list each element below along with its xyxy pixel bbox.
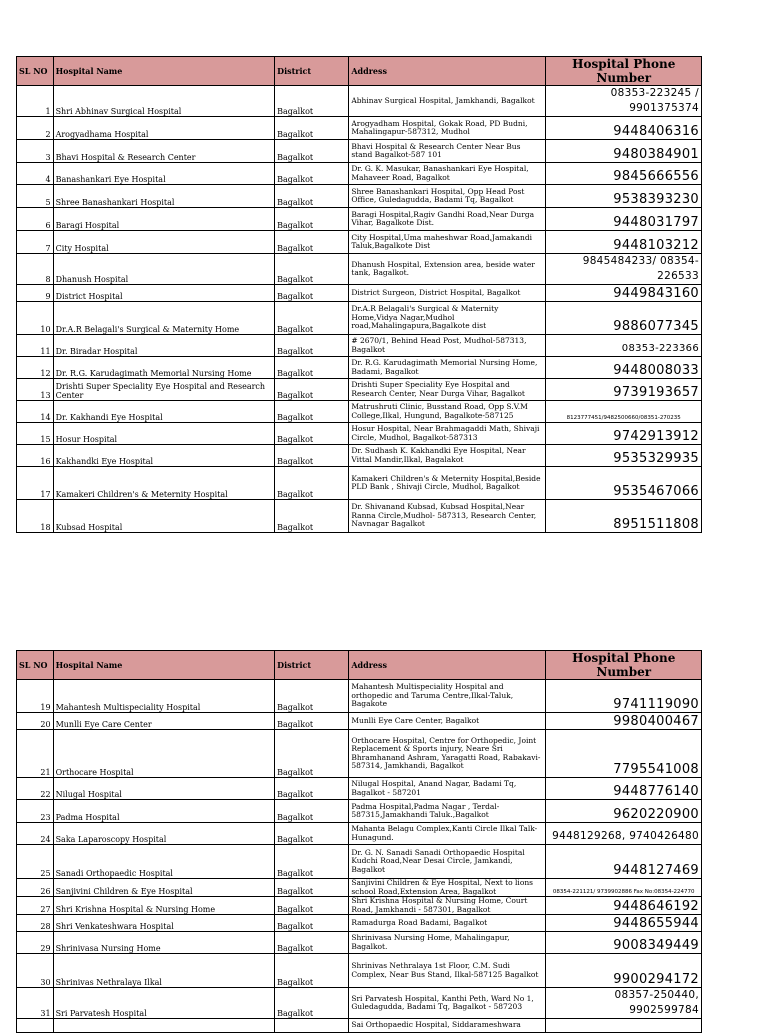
sl-cell: 6 [17, 208, 54, 231]
table-row [17, 231, 702, 254]
hospital-name-cell: Bhavi Hospital & Research Center [53, 140, 275, 163]
table-row [17, 117, 702, 140]
address-cell: Sai Orthopaedic Hospital, Siddarameshwara [349, 1019, 546, 1033]
hospital-name-cell: Dhanush Hospital [53, 254, 275, 285]
table-row [17, 467, 702, 500]
hospital-name-cell: Sanjivini Children & Eye Hospital [53, 879, 275, 897]
phone-cell: 08353-223245 / 9901375374 [546, 86, 702, 117]
hospital-name-cell: Kakhandki Eye Hospital [53, 445, 275, 467]
phone-cell: 9620220900 [546, 800, 702, 823]
address-cell: Padma Hospital,Padma Nagar , Terdal-587315,Jamakhandi Taluk.,Bagalkot [349, 800, 546, 823]
sl-cell: 19 [17, 680, 54, 713]
hospital-name-cell: Shri Krishna Hospital & Nursing Home [53, 897, 275, 915]
hospital-name-cell: District Hospital [53, 285, 275, 302]
header-hospital-name: Hospital Name [53, 57, 275, 86]
address-cell: Sanjivini Children & Eye Hospital, Next to lions school Road,Extension Area, Bagalkot [349, 879, 546, 897]
header-district: District [275, 57, 349, 86]
district-cell: Bagalkot [275, 897, 349, 915]
district-cell: Bagalkot [275, 140, 349, 163]
hospital-name-cell: Shrinivasa Nursing Home [53, 932, 275, 954]
sl-cell: 26 [17, 879, 54, 897]
sl-cell: 17 [17, 467, 54, 500]
phone-cell: 9886077345 [546, 302, 702, 335]
sl-cell: 29 [17, 932, 54, 954]
sl-cell: 11 [17, 335, 54, 357]
header-address: Address [349, 57, 546, 86]
hospital-name-cell: Padma Hospital [53, 800, 275, 823]
phone-cell: 9008349449 [546, 932, 702, 954]
phone-cell: 9448776140 [546, 778, 702, 800]
address-cell: Baragi Hospital,Ragiv Gandhi Road,Near Durga Vihar, Bagalkote Dist. [349, 208, 546, 231]
phone-cell: 9845484233/ 08354-226533 [546, 254, 702, 285]
table-row [17, 915, 702, 932]
sl-cell: 5 [17, 185, 54, 208]
sl-cell: 2 [17, 117, 54, 140]
table-row [17, 140, 702, 163]
phone-cell: 9448646192 [546, 897, 702, 915]
table-row [17, 845, 702, 879]
phone-cell [546, 1019, 702, 1033]
address-cell: Dr. R.G. Karudagimath Memorial Nursing Home, Badami, Bagalkot [349, 357, 546, 379]
table-row [17, 423, 702, 445]
address-cell: District Surgeon, District Hospital, Bagalkot [349, 285, 546, 302]
address-cell: Matrushruti Clinic, Busstand Road, Opp S.V.M College,Ilkal, Hungund, Bagalkote-587125 [349, 401, 546, 423]
sl-cell: 30 [17, 954, 54, 988]
sl-cell: 8 [17, 254, 54, 285]
address-cell: Abhinav Surgical Hospital, Jamkhandi, Bagalkot [349, 86, 546, 117]
district-cell: Bagalkot [275, 401, 349, 423]
hospital-name-cell: Drishti Super Speciality Eye Hospital and Research Center [53, 379, 275, 401]
hospital-name-cell: Shree Banashankari Hospital [53, 185, 275, 208]
address-cell: Kamakeri Children's & Meternity Hospital,Beside PLD Bank , Shivaji Circle, Mudhol, Bagalkot [349, 467, 546, 500]
table-row [17, 302, 702, 335]
district-cell: Bagalkot [275, 231, 349, 254]
hospital-name-cell: Dr.A.R Belagali's Surgical & Maternity Home [53, 302, 275, 335]
hospital-table-1 [16, 56, 702, 533]
sl-cell: 22 [17, 778, 54, 800]
sl-cell: 23 [17, 800, 54, 823]
table-row [17, 335, 702, 357]
sl-cell: 28 [17, 915, 54, 932]
district-cell: Bagalkot [275, 185, 349, 208]
hospital-name-cell: Munlli Eye Care Center [53, 713, 275, 730]
district-cell: Bagalkot [275, 423, 349, 445]
address-cell: Mahanta Belagu Complex,Kanti Circle Ilkal Talk-Hunagund. [349, 823, 546, 845]
district-cell: Bagalkot [275, 302, 349, 335]
address-cell: Orthocare Hospital, Centre for Orthopedic, Joint Replacement & Sports injury, Neare Sri Bhramhanand Ashram, Yaragatti Road, Rabakavi-587314, Jamkhandi, Bagalkot [349, 730, 546, 778]
table-row [17, 185, 702, 208]
phone-cell: 9535329935 [546, 445, 702, 467]
hospital-name-cell: City Hospital [53, 231, 275, 254]
district-cell: Bagalkot [275, 163, 349, 185]
hospital-name-cell: Dr. R.G. Karudagimath Memorial Nursing Home [53, 357, 275, 379]
district-cell: Bagalkot [275, 845, 349, 879]
hospital-name-cell [53, 1019, 275, 1033]
table-row [17, 897, 702, 915]
district-cell: Bagalkot [275, 254, 349, 285]
table-row [17, 879, 702, 897]
phone-cell: 8123777451/9482500660/08351-270235 [546, 401, 702, 423]
district-cell: Bagalkot [275, 915, 349, 932]
sl-cell: 7 [17, 231, 54, 254]
hospital-name-cell: Shri Venkateshwara Hospital [53, 915, 275, 932]
address-cell: Dr. G. N. Sanadi Sanadi Orthopaedic Hospital Kudchi Road,Near Desai Circle, Jamkandi, Bagalkot [349, 845, 546, 879]
sl-cell: 16 [17, 445, 54, 467]
address-cell: Munlli Eye Care Center, Bagalkot [349, 713, 546, 730]
sl-cell: 13 [17, 379, 54, 401]
hospital-name-cell: Shri Abhinav Surgical Hospital [53, 86, 275, 117]
district-cell: Bagalkot [275, 730, 349, 778]
phone-cell: 9845666556 [546, 163, 702, 185]
sl-cell: 3 [17, 140, 54, 163]
phone-cell: 9742913912 [546, 423, 702, 445]
address-cell: Nilugal Hospital, Anand Nagar, Badami Tq, Bagalkot - 587201 [349, 778, 546, 800]
table-row [17, 680, 702, 713]
phone-cell: 9449843160 [546, 285, 702, 302]
phone-cell: 08353-223366 [546, 335, 702, 357]
district-cell: Bagalkot [275, 879, 349, 897]
phone-cell: 9448031797 [546, 208, 702, 231]
sl-cell: 12 [17, 357, 54, 379]
phone-cell: 9448129268, 9740426480 [546, 823, 702, 845]
table-2-body [17, 680, 702, 1033]
address-cell: Sri Parvatesh Hospital, Kanthi Peth, Ward No 1, Guledagudda, Badami Tq, Bagalkot - 587203 [349, 988, 546, 1019]
header-phone: Hospital Phone Number [546, 57, 702, 86]
district-cell: Bagalkot [275, 800, 349, 823]
sl-cell [17, 1019, 54, 1033]
district-cell: Bagalkot [275, 680, 349, 713]
phone-cell: 9448103212 [546, 231, 702, 254]
table-row [17, 730, 702, 778]
address-cell: Hosur Hospital, Near Brahmagaddi Math, Shivaji Circle, Mudhol, Bagalkot-587313 [349, 423, 546, 445]
phone-cell: 08354-221121/ 9739902886 Fax No:08354-224770 [546, 879, 702, 897]
address-cell: Mahantesh Multispeciality Hospital and orthopedic and Taruma Centre,Ilkal-Taluk, Bagakote [349, 680, 546, 713]
sl-cell: 14 [17, 401, 54, 423]
table-header-row [17, 57, 702, 86]
table-row [17, 713, 702, 730]
table-header-row [17, 651, 702, 680]
hospital-name-cell: Banashankari Eye Hospital [53, 163, 275, 185]
sl-cell: 31 [17, 988, 54, 1019]
table-row [17, 379, 702, 401]
district-cell: Bagalkot [275, 932, 349, 954]
address-cell: Shree Banashankari Hospital, Opp Head Post Office, Guledagudda, Badami Tq, Bagalkot [349, 185, 546, 208]
table-row [17, 208, 702, 231]
header-address: Address [349, 651, 546, 680]
hospital-table-2 [16, 650, 702, 1033]
district-cell: Bagalkot [275, 988, 349, 1019]
table-row [17, 86, 702, 117]
sl-cell: 27 [17, 897, 54, 915]
table-row [17, 1019, 702, 1033]
phone-cell: 9739193657 [546, 379, 702, 401]
district-cell: Bagalkot [275, 500, 349, 533]
hospital-name-cell: Sri Parvatesh Hospital [53, 988, 275, 1019]
phone-cell: 08357-250440, 9902599784 [546, 988, 702, 1019]
table-row [17, 778, 702, 800]
hospital-name-cell: Nilugal Hospital [53, 778, 275, 800]
hospital-name-cell: Arogyadhama Hospital [53, 117, 275, 140]
sl-cell: 25 [17, 845, 54, 879]
address-cell: # 2670/1, Behind Head Post, Mudhol-587313, Bagalkot [349, 335, 546, 357]
district-cell: Bagalkot [275, 954, 349, 988]
hospital-name-cell: Kubsad Hospital [53, 500, 275, 533]
address-cell: Dr. Sudhash K. Kakhandki Eye Hospital, Near Vittal Mandir,Ilkal, Bagalakot [349, 445, 546, 467]
phone-cell: 7795541008 [546, 730, 702, 778]
hospital-name-cell: Dr. Kakhandi Eye Hospital [53, 401, 275, 423]
sl-cell: 4 [17, 163, 54, 185]
header-sl-no: SL NO [17, 57, 54, 86]
district-cell: Bagalkot [275, 823, 349, 845]
address-cell: Ramadurga Road Badami, Bagalkot [349, 915, 546, 932]
district-cell: Bagalkot [275, 357, 349, 379]
table-row [17, 932, 702, 954]
table-row [17, 823, 702, 845]
district-cell: Bagalkot [275, 335, 349, 357]
phone-cell: 9448127469 [546, 845, 702, 879]
address-cell: Shrinivas Nethralaya 1st Floor, C.M. Sudi Complex, Near Bus Stand, Ilkal-587125 Bagalkot [349, 954, 546, 988]
phone-cell: 9535467066 [546, 467, 702, 500]
table-row [17, 254, 702, 285]
sl-cell: 18 [17, 500, 54, 533]
header-hospital-name: Hospital Name [53, 651, 275, 680]
header-phone: Hospital Phone Number [546, 651, 702, 680]
phone-cell: 8951511808 [546, 500, 702, 533]
district-cell [275, 1019, 349, 1033]
header-district: District [275, 651, 349, 680]
hospital-name-cell: Kamakeri Children's & Meternity Hospital [53, 467, 275, 500]
district-cell: Bagalkot [275, 86, 349, 117]
phone-cell: 9448655944 [546, 915, 702, 932]
address-cell: Shri Krishna Hospital & Nursing Home, Court Road, Jamkhandi - 587301, Bagalkot [349, 897, 546, 915]
hospital-name-cell: Shrinivas Nethralaya Ilkal [53, 954, 275, 988]
district-cell: Bagalkot [275, 713, 349, 730]
district-cell: Bagalkot [275, 208, 349, 231]
district-cell: Bagalkot [275, 467, 349, 500]
sl-cell: 24 [17, 823, 54, 845]
table-row [17, 401, 702, 423]
table-row [17, 357, 702, 379]
sl-cell: 1 [17, 86, 54, 117]
address-cell: Dr. G. K. Masukar, Banashankari Eye Hospital, Mahaveer Road, Bagalkot [349, 163, 546, 185]
address-cell: Drishti Super Speciality Eye Hospital and Research Center, Near Durga Vihar, Bagalkot [349, 379, 546, 401]
table-row [17, 500, 702, 533]
table-row [17, 800, 702, 823]
phone-cell: 9980400467 [546, 713, 702, 730]
table-row [17, 445, 702, 467]
address-cell: Dhanush Hospital, Extension area, beside water tank, Bagalkot. [349, 254, 546, 285]
header-sl-no: SL NO [17, 651, 54, 680]
phone-cell: 9448008033 [546, 357, 702, 379]
district-cell: Bagalkot [275, 379, 349, 401]
district-cell: Bagalkot [275, 778, 349, 800]
address-cell: Dr. Shivanand Kubsad, Kubsad Hospital,Near Ranna Circle,Mudhol- 587313, Research Center, Navnagar Bagalkot [349, 500, 546, 533]
hospital-name-cell: Orthocare Hospital [53, 730, 275, 778]
phone-cell: 9900294172 [546, 954, 702, 988]
district-cell: Bagalkot [275, 117, 349, 140]
district-cell: Bagalkot [275, 445, 349, 467]
table-1-body [17, 86, 702, 533]
sl-cell: 10 [17, 302, 54, 335]
hospital-name-cell: Baragi Hospital [53, 208, 275, 231]
address-cell: Arogyadham Hospital, Gokak Road, PD Budni, Mahalingapur-587312, Mudhol [349, 117, 546, 140]
hospital-name-cell: Sanadi Orthopaedic Hospital [53, 845, 275, 879]
sl-cell: 21 [17, 730, 54, 778]
address-cell: Dr.A.R Belagali's Surgical & Maternity Home,Vidya Nagar,Mudhol road,Mahalingapura,Bagalkote dist [349, 302, 546, 335]
phone-cell: 9741119090 [546, 680, 702, 713]
phone-cell: 9448406316 [546, 117, 702, 140]
phone-cell: 9480384901 [546, 140, 702, 163]
sl-cell: 15 [17, 423, 54, 445]
phone-cell: 9538393230 [546, 185, 702, 208]
address-cell: Bhavi Hospital & Research Center Near Bus stand Bagalkot-587 101 [349, 140, 546, 163]
district-cell: Bagalkot [275, 285, 349, 302]
hospital-name-cell: Hosur Hospital [53, 423, 275, 445]
table-row [17, 163, 702, 185]
address-cell: Shrinivasa Nursing Home, Mahalingapur, Bagalkot. [349, 932, 546, 954]
sl-cell: 9 [17, 285, 54, 302]
table-row [17, 988, 702, 1019]
hospital-name-cell: Mahantesh Multispeciality Hospital [53, 680, 275, 713]
address-cell: City Hospital,Uma maheshwar Road,Jamakandi Taluk,Bagalkote Dist [349, 231, 546, 254]
hospital-name-cell: Saka Laparoscopy Hospital [53, 823, 275, 845]
hospital-name-cell: Dr. Biradar Hospital [53, 335, 275, 357]
sl-cell: 20 [17, 713, 54, 730]
table-row [17, 954, 702, 988]
table-row [17, 285, 702, 302]
